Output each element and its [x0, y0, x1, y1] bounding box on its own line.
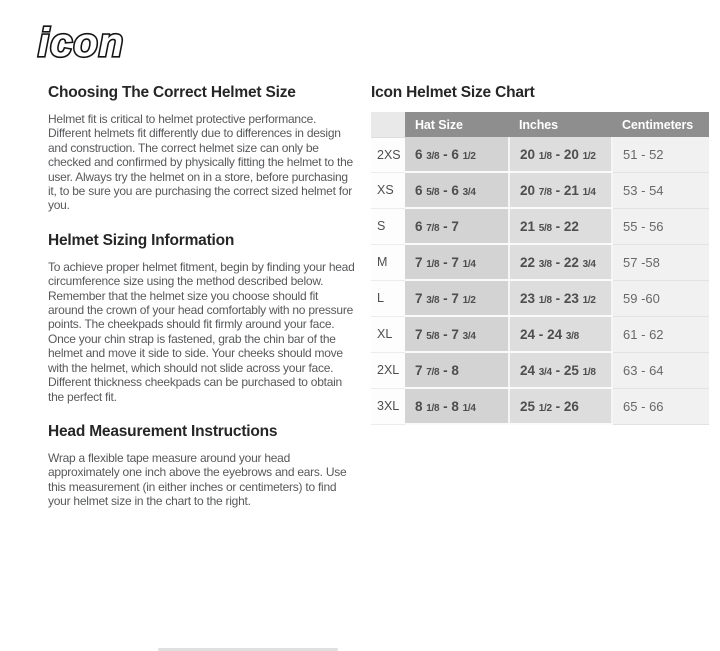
- fraction: 3/4: [538, 366, 552, 378]
- fraction: 3/8: [538, 258, 552, 270]
- cell-hat-size: 6 7/8 - 7: [405, 208, 509, 244]
- cell-inches: 21 5/8 - 22: [509, 208, 612, 244]
- cell-hat-size: 7 7/8 - 8: [405, 352, 509, 388]
- fraction: 3/4: [582, 258, 596, 270]
- cell-centimeters: 53 - 54: [612, 172, 709, 208]
- fraction: 3/8: [426, 294, 440, 306]
- cell-hat-size: 8 1/8 - 8 1/4: [405, 388, 509, 424]
- col-header-centimeters: Centimeters: [612, 112, 709, 137]
- cell-centimeters: 55 - 56: [612, 208, 709, 244]
- cell-inches: 24 3/4 - 25 1/8: [509, 352, 612, 388]
- fraction: 5/8: [538, 222, 552, 234]
- section-heading: Head Measurement Instructions: [48, 422, 278, 440]
- icon-logo: [34, 18, 192, 71]
- cell-centimeters: 51 - 52: [612, 137, 709, 172]
- size-chart-body: [371, 137, 709, 424]
- fraction: 1/4: [582, 186, 596, 198]
- cell-inches: 22 3/8 - 22 3/4: [509, 244, 612, 280]
- fraction: 1/8: [426, 258, 440, 270]
- size-chart-column: [371, 84, 694, 528]
- fraction: 7/8: [426, 222, 440, 234]
- size-chart-title: Icon Helmet Size Chart: [371, 84, 535, 101]
- cell-size: 3XL: [371, 388, 405, 424]
- cell-centimeters: 59 -60: [612, 280, 709, 316]
- section-body: Wrap a flexible tape measure around your head approximately one inch above the eyebrows and ears. Use this measurement (in either inches or centimeters) to find your helmet size in the chart to the right.: [48, 450, 347, 509]
- fraction: 1/2: [462, 150, 476, 162]
- fraction: 3/8: [565, 330, 579, 342]
- fraction: 1/2: [538, 402, 552, 414]
- fraction: 5/8: [426, 330, 440, 342]
- fraction: 1/8: [426, 402, 440, 414]
- cell-inches: 25 1/2 - 26: [509, 388, 612, 424]
- fraction: 7/8: [426, 366, 440, 378]
- icon-logo-text: icon: [38, 21, 125, 65]
- cell-size: XL: [371, 316, 405, 352]
- size-row-m: [371, 244, 709, 280]
- cell-hat-size: 6 3/8 - 6 1/2: [405, 137, 509, 172]
- cell-hat-size: 7 1/8 - 7 1/4: [405, 244, 509, 280]
- cell-hat-size: 7 5/8 - 7 3/4: [405, 316, 509, 352]
- cell-size: 2XS: [371, 137, 405, 172]
- cell-hat-size: 7 3/8 - 7 1/2: [405, 280, 509, 316]
- size-row-3xl: [371, 388, 709, 424]
- info-column: [48, 84, 356, 528]
- cell-inches: 24 - 24 3/8: [509, 316, 612, 352]
- content-columns: [48, 84, 694, 528]
- size-row-2xl: [371, 352, 709, 388]
- cell-inches: 20 1/8 - 20 1/2: [509, 137, 612, 172]
- size-chart-table: [371, 112, 709, 425]
- size-row-2xs: [371, 137, 709, 172]
- header-row: [371, 112, 709, 137]
- cell-centimeters: 63 - 64: [612, 352, 709, 388]
- fraction: 3/4: [462, 186, 476, 198]
- section-heading: Helmet Sizing Information: [48, 231, 235, 249]
- fraction: 1/4: [462, 258, 476, 270]
- cell-inches: 20 7/8 - 21 1/4: [509, 172, 612, 208]
- section-body: Helmet fit is critical to helmet protective performance. Different helmets fit differently due to differences in design and construction. The correct helmet size can only be checked and confirmed by physically fitting the helmet to the user. Always try the helmet on in a store, before purchasing it, to be sure you are purchasing the correct sized helmet for you.: [48, 112, 353, 213]
- size-row-l: [371, 280, 709, 316]
- cell-centimeters: 65 - 66: [612, 388, 709, 424]
- fraction: 5/8: [426, 186, 440, 198]
- fraction: 1/8: [582, 366, 596, 378]
- size-row-xl: [371, 316, 709, 352]
- col-header-inches: Inches: [509, 112, 612, 137]
- fraction: 1/2: [462, 294, 476, 306]
- cell-size: S: [371, 208, 405, 244]
- fraction: 3/8: [426, 150, 440, 162]
- fraction: 1/2: [582, 294, 596, 306]
- size-row-xs: [371, 172, 709, 208]
- fraction: 1/4: [462, 402, 476, 414]
- section-sizing-information: [48, 232, 356, 404]
- section-body: To achieve proper helmet fitment, begin by finding your head circumference size using the method described below. Remember that the helmet size you choose should fit around the crown of your head comfortably with no pressure points. The cheekpads should fit firmly around your face. Once your chin strap is fastened, grab the chin bar of the helmet and move it side to side. Your cheeks should move with the helmet, which should not slide across your face. Different thickness cheekpads can be purchased to obtain the perfect fit.: [48, 259, 355, 404]
- icon-logo-graphic: [34, 18, 192, 66]
- cell-size: L: [371, 280, 405, 316]
- section-heading: Choosing The Correct Helmet Size: [48, 84, 296, 101]
- cell-centimeters: 57 -58: [612, 244, 709, 280]
- section-choosing-size: [48, 84, 356, 213]
- size-row-s: [371, 208, 709, 244]
- size-chart-header: [371, 112, 709, 137]
- cell-inches: 23 1/8 - 23 1/2: [509, 280, 612, 316]
- cell-hat-size: 6 5/8 - 6 3/4: [405, 172, 509, 208]
- col-header-hat-size: Hat Size: [405, 112, 509, 137]
- fraction: 1/2: [582, 150, 596, 162]
- cell-size: 2XL: [371, 352, 405, 388]
- section-measurement-instructions: [48, 423, 356, 509]
- fraction: 3/4: [462, 330, 476, 342]
- fraction: 7/8: [538, 186, 552, 198]
- corner-header-cell: [371, 112, 405, 137]
- fraction: 1/8: [538, 150, 552, 162]
- cell-size: M: [371, 244, 405, 280]
- fraction: 1/8: [538, 294, 552, 306]
- cell-size: XS: [371, 172, 405, 208]
- cell-centimeters: 61 - 62: [612, 316, 709, 352]
